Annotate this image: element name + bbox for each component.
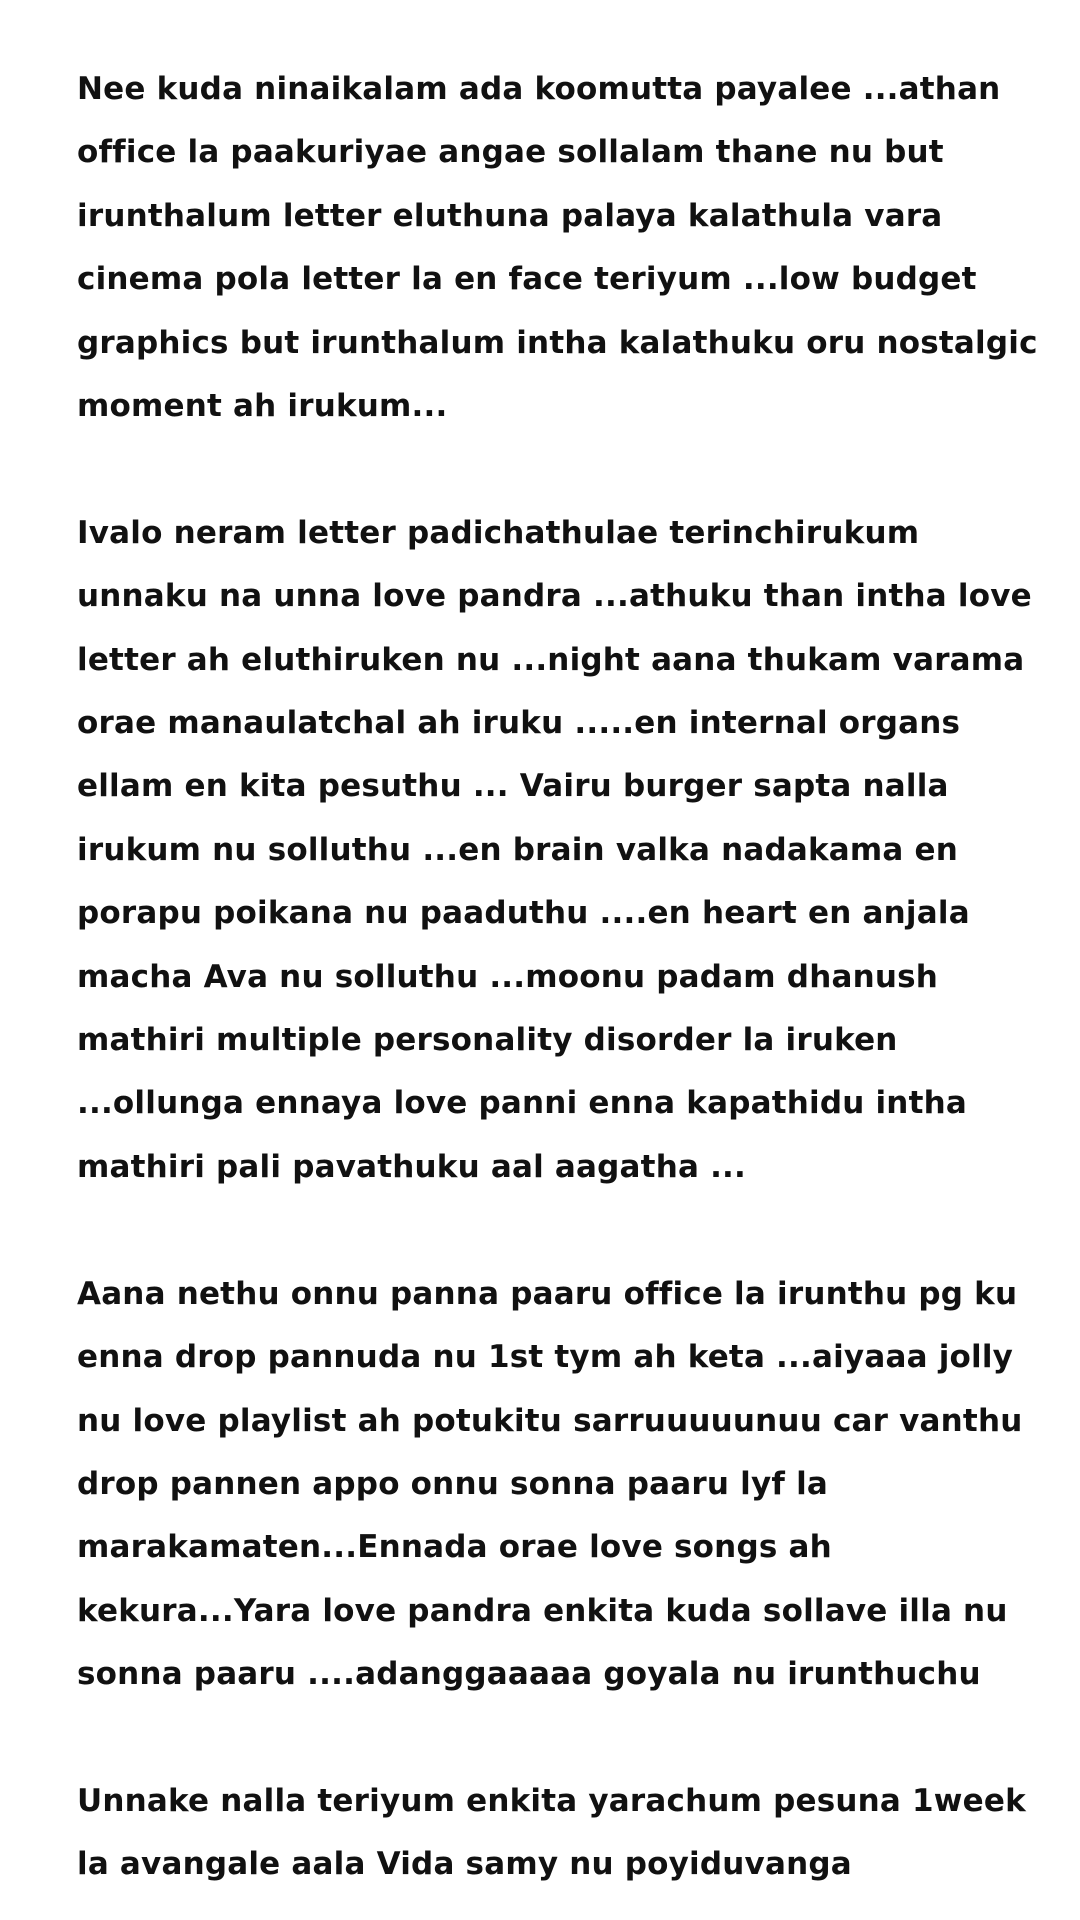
letter-paragraph-1: Nee kuda ninaikalam ada koomutta payalee ...athan office la paakuriyae angae sollalam thane nu but irunthalum letter eluthuna palaya kalathula vara cinema pola letter la en face teriyum ...low budget graphics but irunthalum intha kalathuku oru nostalgic moment ah irukum... [77, 71, 1038, 425]
letter-paragraph-4: Unnake nalla teriyum enkita yarachum pesuna 1week la avangale aala Vida samy nu poyiduvanga [77, 1782, 1026, 1883]
letter-paragraph-3: Aana nethu onnu panna paaru office la irunthu pg ku enna drop pannuda nu 1st tym ah keta ...aiyaaa jolly nu love playlist ah potukitu sarruuuuunuu car vanthu drop pannen appo onnu sonna paaru lyf la marakamaten...Ennada orae love songs ah kekura...Yara love pandra enkita kuda sollave illa nu sonna paaru ....adanggaaaaa goyala nu irunthuchu [77, 1275, 1023, 1693]
letter-paragraph-2: Ivalo neram letter padichathulae terinchirukum unnaku na unna love pandra ...athuku than intha love letter ah eluthiruken nu ...night aana thukam varama orae manaulatchal ah iruku .....en internal organs ellam en kita pesuthu ... Vairu burger sapta nalla irukum nu solluthu ...en brain valka nadakama en porapu poikana nu paaduthu ....en heart en anjala macha Ava nu solluthu ...moonu padam dhanush mathiri multiple personality disorder la iruken ...ollunga ennaya love panni enna kapathidu intha mathiri pali pavathuku aal aagatha ... [77, 514, 1032, 1185]
